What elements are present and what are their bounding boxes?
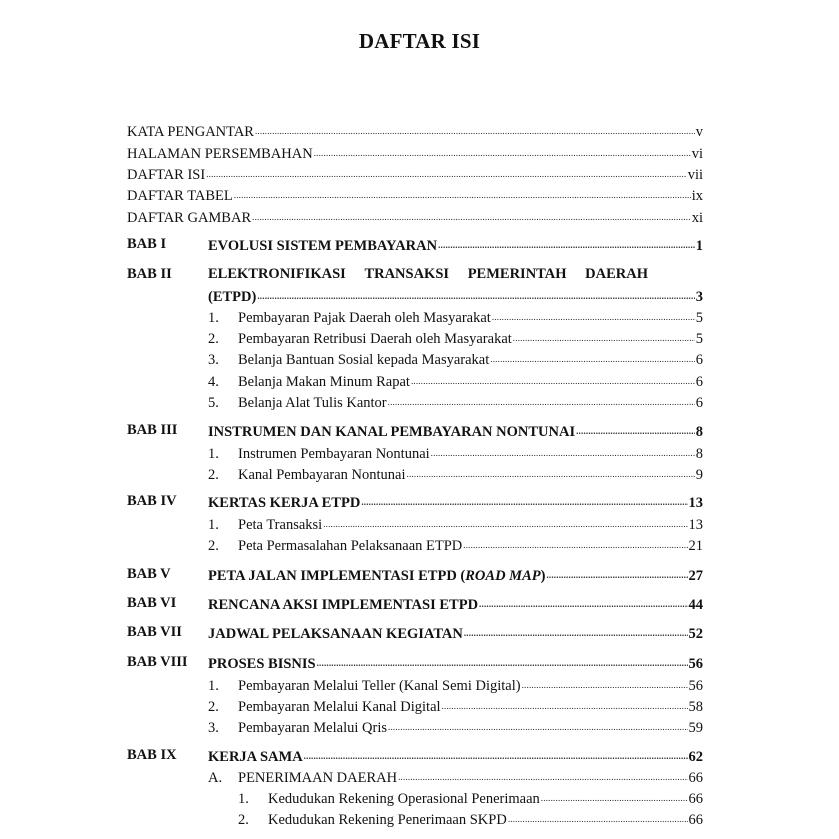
dot-leader <box>257 285 694 301</box>
chapter-number: BAB V <box>127 566 171 582</box>
item-number: 1. <box>208 446 219 462</box>
toc-item[interactable] <box>208 534 703 554</box>
dot-leader <box>255 120 695 136</box>
chapter-title-word: PEMERINTAH <box>467 266 567 282</box>
toc-item[interactable] <box>208 391 703 411</box>
toc-chapter-7[interactable] <box>208 622 703 642</box>
item-label: Pembayaran Pajak Daerah oleh Masyarakat <box>238 310 491 326</box>
dot-leader <box>407 463 695 479</box>
toc-label: DAFTAR TABEL <box>127 188 233 204</box>
dot-leader <box>411 370 695 386</box>
toc-page: 6 <box>695 395 703 411</box>
toc-page: 5 <box>695 310 703 326</box>
item-label: Belanja Alat Tulis Kantor <box>238 395 387 411</box>
toc-item[interactable] <box>208 674 703 694</box>
chapter-title: EVOLUSI SISTEM PEMBAYARAN <box>208 238 438 254</box>
item-label: Instrumen Pembayaran Nontunai <box>238 446 430 462</box>
item-label: PENERIMAAN DAERAH <box>238 770 398 786</box>
toc-page: 66 <box>688 770 703 786</box>
dot-leader <box>442 695 688 711</box>
chapter-number: BAB VII <box>127 624 182 640</box>
item-label: Pembayaran Retribusi Daerah oleh Masyarakat <box>238 331 512 347</box>
dot-leader <box>513 327 695 343</box>
chapter-title: RENCANA AKSI IMPLEMENTASI ETPD <box>208 597 479 613</box>
toc-label: KATA PENGANTAR <box>127 124 254 140</box>
dot-leader <box>546 564 687 580</box>
chapter-number: BAB II <box>127 266 172 282</box>
chapter-number: BAB VI <box>127 595 177 611</box>
toc-item[interactable] <box>208 348 703 368</box>
chapter-title-end: ) <box>540 568 546 584</box>
toc-chapter-5[interactable] <box>208 564 703 584</box>
chapter-number: BAB VIII <box>127 654 188 670</box>
dot-leader <box>490 348 694 364</box>
toc-item[interactable] <box>208 370 703 390</box>
toc-page: 66 <box>688 791 703 807</box>
dot-leader <box>522 674 688 690</box>
toc-entry-daftar-tabel[interactable] <box>127 184 703 204</box>
toc-chapter-9[interactable] <box>208 745 703 765</box>
item-number: 2. <box>208 331 219 347</box>
item-label: Kedudukan Rekening Penerimaan SKPD <box>268 812 507 828</box>
dot-leader <box>252 206 691 222</box>
chapter-title-line[interactable] <box>208 264 648 284</box>
item-label: Peta Permasalahan Pelaksanaan ETPD <box>238 538 463 554</box>
chapter-title-text: PETA JALAN IMPLEMENTASI ETPD ( <box>208 568 466 584</box>
toc-chapter-8[interactable] <box>208 652 703 672</box>
toc-page: xi <box>691 210 703 226</box>
dot-leader <box>314 142 691 158</box>
dot-leader <box>361 491 687 507</box>
dot-leader <box>398 766 687 782</box>
toc-page: vii <box>687 167 703 183</box>
toc-page: 44 <box>688 597 703 613</box>
toc-label: DAFTAR GAMBAR <box>127 210 252 226</box>
dot-leader <box>464 622 688 638</box>
dot-leader <box>479 593 687 609</box>
dot-leader <box>492 306 695 322</box>
dot-leader <box>206 163 686 179</box>
toc-page: 5 <box>695 331 703 347</box>
dot-leader <box>388 391 695 407</box>
toc-item[interactable] <box>208 766 703 786</box>
toc-page: 8 <box>695 446 703 462</box>
toc-page: 56 <box>688 678 703 694</box>
toc-item[interactable] <box>208 327 703 347</box>
toc-item[interactable] <box>208 513 703 533</box>
toc-chapter-2[interactable] <box>208 285 703 305</box>
toc-entry-kata-pengantar[interactable] <box>127 120 703 140</box>
chapter-title: KERJA SAMA <box>208 749 303 765</box>
item-label: Pembayaran Melalui Teller (Kanal Semi Digital) <box>238 678 521 694</box>
toc-page: 21 <box>688 538 703 554</box>
toc-chapter-3[interactable] <box>208 420 703 440</box>
chapter-title: JADWAL PELAKSANAAN KEGIATAN <box>208 626 463 642</box>
toc-item[interactable] <box>208 695 703 715</box>
item-number: 2. <box>238 812 249 828</box>
toc-page: 1 <box>695 238 703 254</box>
dot-leader <box>304 745 688 761</box>
chapter-title-cont: (ETPD) <box>208 289 257 305</box>
toc-page: 6 <box>695 352 703 368</box>
toc-page: vi <box>691 146 703 162</box>
toc-entry-halaman-persembahan[interactable] <box>127 142 703 162</box>
chapter-title: PROSES BISNIS <box>208 656 316 672</box>
toc-label: HALAMAN PERSEMBAHAN <box>127 146 313 162</box>
item-number: 3. <box>208 720 219 736</box>
toc-page: 58 <box>688 699 703 715</box>
chapter-number: BAB IV <box>127 493 177 509</box>
toc-page: 62 <box>688 749 703 765</box>
toc-item[interactable] <box>208 716 703 736</box>
item-number: 4. <box>208 374 219 390</box>
chapter-title-word: ELEKTRONIFIKASI <box>208 266 346 282</box>
chapter-title-word: TRANSAKSI <box>364 266 450 282</box>
toc-item[interactable] <box>208 463 703 483</box>
item-number: 2. <box>208 467 219 483</box>
item-number: 1. <box>208 517 219 533</box>
dot-leader <box>576 420 695 436</box>
toc-chapter-4[interactable] <box>208 491 703 511</box>
chapter-number: BAB III <box>127 422 178 438</box>
dot-leader <box>541 787 688 803</box>
item-number: 1. <box>208 678 219 694</box>
item-label: Pembayaran Melalui Qris <box>238 720 387 736</box>
toc-page: 56 <box>688 656 703 672</box>
chapter-title-word: DAERAH <box>585 266 648 282</box>
item-label: Kedudukan Rekening Operasional Penerimaan <box>268 791 540 807</box>
dot-leader <box>388 716 688 732</box>
item-label: Pembayaran Melalui Kanal Digital <box>238 699 441 715</box>
chapter-number: BAB I <box>127 236 167 252</box>
toc-item[interactable] <box>208 442 703 462</box>
toc-page: ix <box>691 188 703 204</box>
item-number: 1. <box>208 310 219 326</box>
toc-entry-daftar-gambar[interactable] <box>127 206 703 226</box>
toc-page: 66 <box>688 812 703 828</box>
item-number: 3. <box>208 352 219 368</box>
item-number: 2. <box>208 699 219 715</box>
toc-subitem[interactable] <box>238 808 703 828</box>
toc-item[interactable] <box>208 306 703 326</box>
toc-entry-daftar-isi[interactable] <box>127 163 703 183</box>
chapter-title-italic: ROAD MAP <box>465 568 541 584</box>
dot-leader <box>317 652 688 668</box>
chapter-title: KERTAS KERJA ETPD <box>208 495 361 511</box>
toc-subitem[interactable] <box>238 787 703 807</box>
dot-leader <box>508 808 688 824</box>
item-label: Belanja Makan Minum Rapat <box>238 374 410 390</box>
toc-chapter-1[interactable] <box>208 234 703 254</box>
toc-page: 27 <box>688 568 703 584</box>
item-label: Belanja Bantuan Sosial kepada Masyarakat <box>238 352 490 368</box>
item-number: 2. <box>208 538 219 554</box>
page-title: DAFTAR ISI <box>358 29 481 53</box>
item-number: 5. <box>208 395 219 411</box>
item-number: A. <box>208 770 223 786</box>
dot-leader <box>431 442 695 458</box>
toc-page: 52 <box>688 626 703 642</box>
item-label: Kanal Pembayaran Nontunai <box>238 467 406 483</box>
toc-page: 3 <box>695 289 703 305</box>
chapter-title: INSTRUMEN DAN KANAL PEMBAYARAN NONTUNAI <box>208 424 576 440</box>
dot-leader <box>438 234 695 250</box>
toc-page: v <box>695 124 703 140</box>
chapter-number: BAB IX <box>127 747 177 763</box>
chapter-title <box>208 566 545 586</box>
toc-page: 6 <box>695 374 703 390</box>
toc-page: 13 <box>688 495 703 511</box>
item-number: 1. <box>238 791 249 807</box>
toc-chapter-6[interactable] <box>208 593 703 613</box>
toc-page: 13 <box>688 517 703 533</box>
toc-page: 9 <box>695 467 703 483</box>
toc-label: DAFTAR ISI <box>127 167 206 183</box>
dot-leader <box>323 513 687 529</box>
toc-page: 8 <box>695 424 703 440</box>
dot-leader <box>234 184 691 200</box>
item-label: Peta Transaksi <box>238 517 323 533</box>
dot-leader <box>463 534 687 550</box>
toc-page: 59 <box>688 720 703 736</box>
